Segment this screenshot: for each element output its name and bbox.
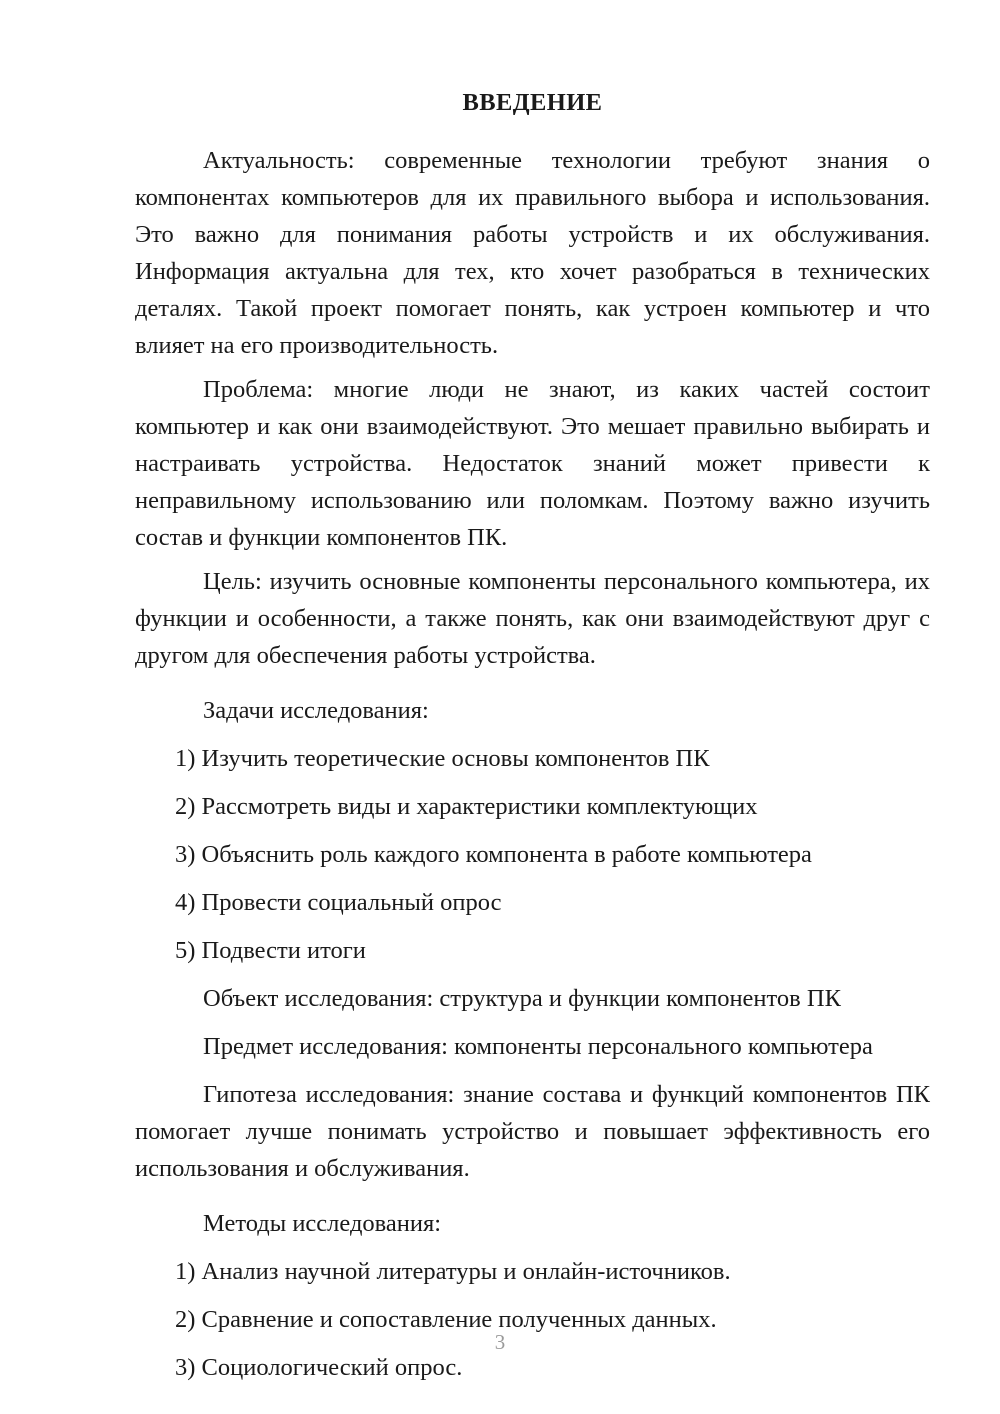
research-object: Объект исследования: структура и функции компонентов ПК [203,984,841,1012]
methods-list [135,1242,930,1386]
methods-heading: Методы исследования: [203,1209,442,1237]
list-item: 4) Провести социальный опрос [175,888,502,916]
paragraph-hypothesis: Гипотеза исследования: знание состава и функций компонентов ПК помогает лучше понимать устройство и повышает эффективность его использования и обслуживания. [135,1080,930,1182]
list-item: 1) Изучить теоретические основы компонентов ПК [175,744,710,772]
list-item: 3) Социологический опрос. [175,1353,463,1381]
paragraph-relevance: Актуальность: современные технологии требуют знания о компонентах компьютеров для их правильного выбора и использования. Это важно для понимания работы устройств и их обслуживания. Информация актуальна для тех, кто хочет разобраться в технических деталях. Такой проект помогает понять, как устроен компьютер и что влияет на его производительность. [135,146,930,359]
paragraph-goal: Цель: изучить основные компоненты персонального компьютера, их функции и особенности, а также понять, как они взаимодействуют друг с другом для обеспечения работы устройства. [135,567,930,669]
tasks-list [135,729,930,969]
list-item: 1) Анализ научной литературы и онлайн-источников. [175,1257,731,1285]
page-number: 3 [494,1330,506,1354]
list-item: 5) Подвести итоги [175,936,366,964]
list-item: 2) Сравнение и сопоставление полученных данных. [175,1305,717,1333]
document-body [135,88,930,1386]
paragraph-problem: Проблема: многие люди не знают, из каких частей состоит компьютер и как они взаимодействуют. Это мешает правильно выбирать и настраивать устройства. Недостаток знаний может привести к неправильному использованию или поломкам. Поэтому важно изучить состав и функции компонентов ПК. [135,375,930,551]
research-subject: Предмет исследования: компоненты персонального компьютера [203,1032,873,1060]
list-item: 2) Рассмотреть виды и характеристики комплектующих [175,792,758,820]
tasks-heading: Задачи исследования: [203,696,429,724]
page-title: ВВЕДЕНИЕ [462,89,603,116]
list-item: 3) Объяснить роль каждого компонента в работе компьютера [175,840,812,868]
